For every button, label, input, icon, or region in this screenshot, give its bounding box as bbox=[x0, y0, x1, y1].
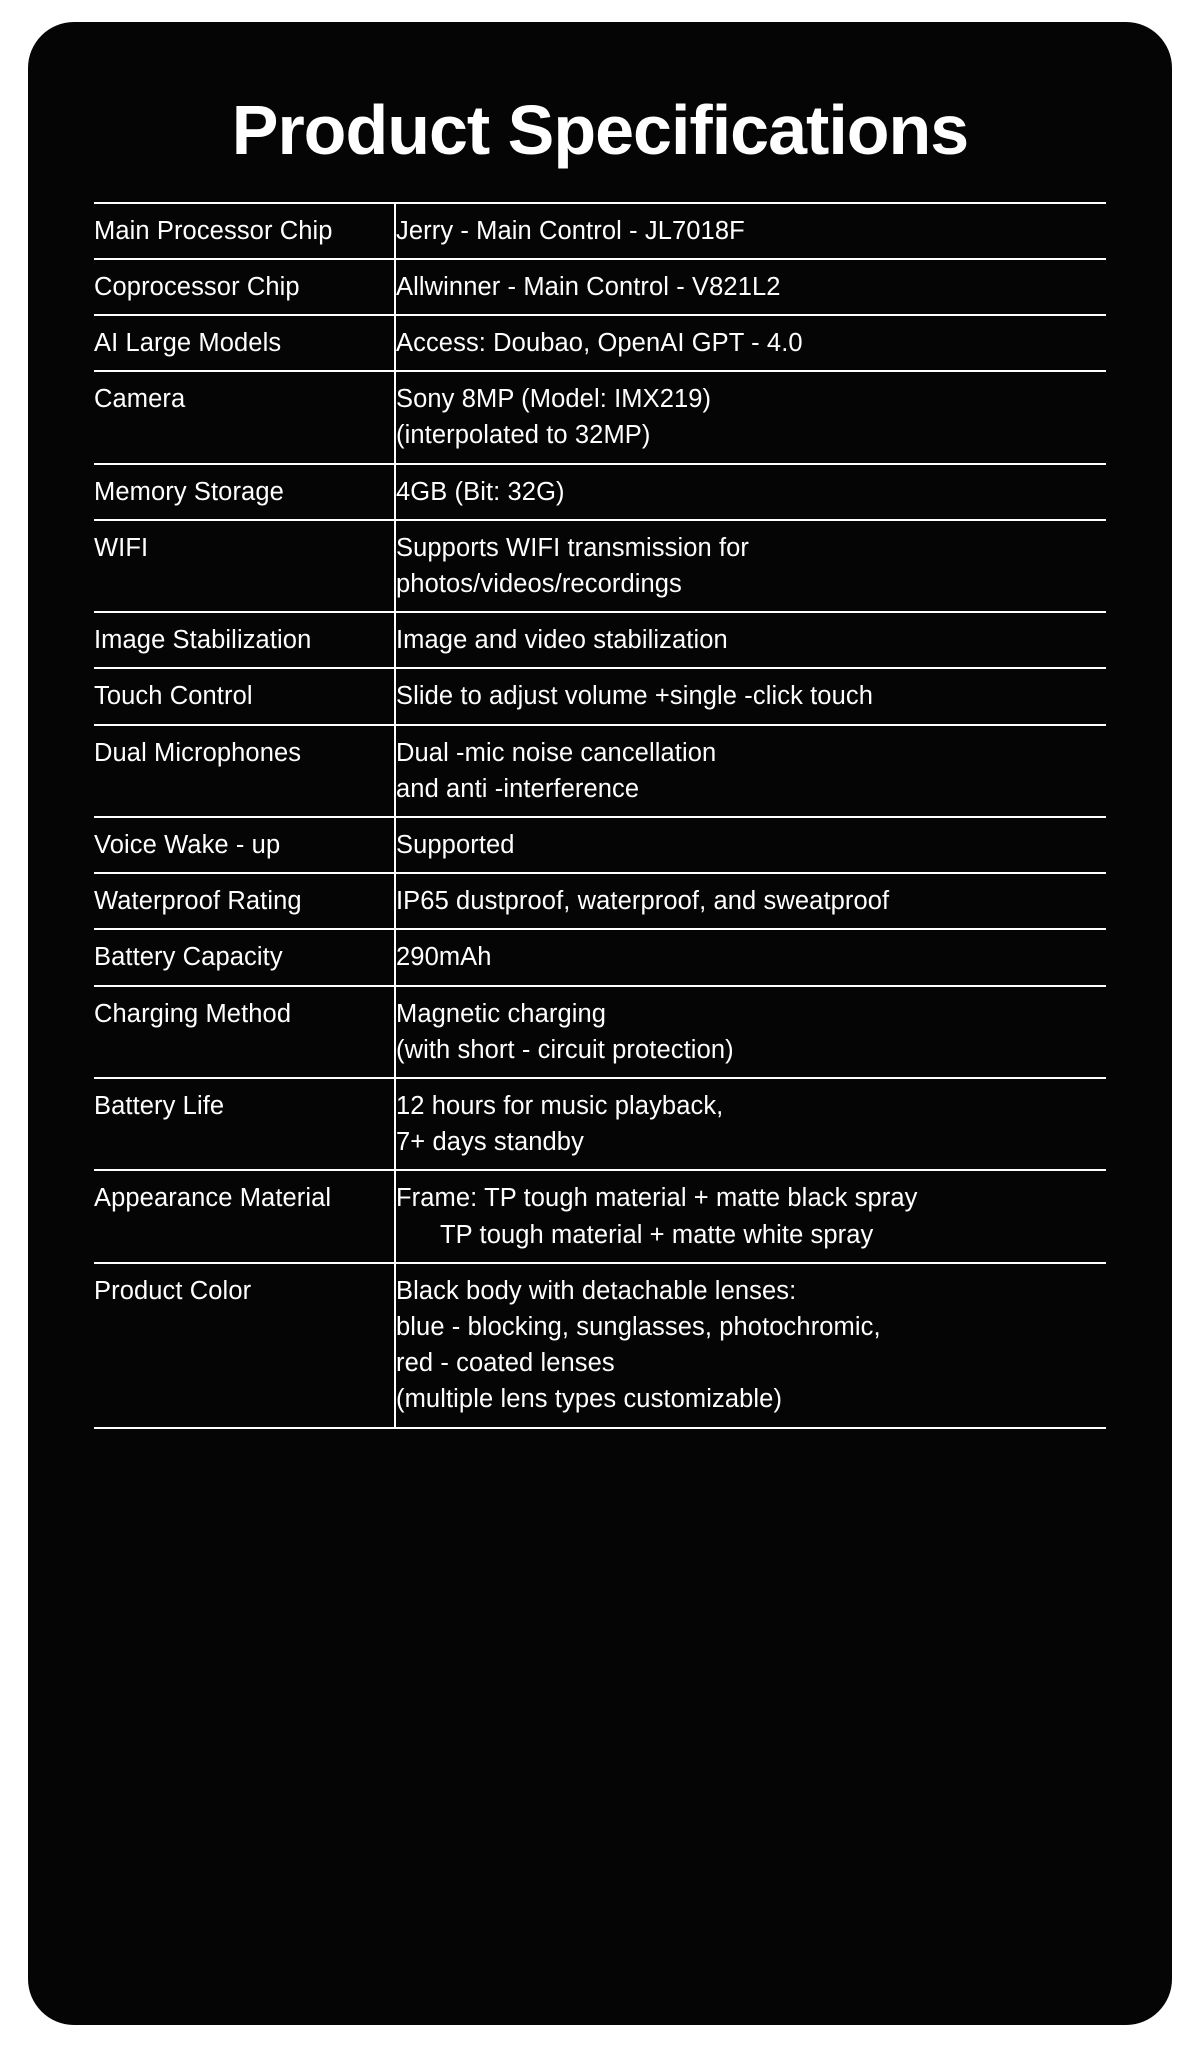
spec-value bbox=[395, 817, 1106, 873]
table-row bbox=[94, 668, 1106, 724]
spec-value-line: Jerry - Main Control - JL7018F bbox=[396, 216, 745, 245]
spec-value-line: Black body with detachable lenses: bbox=[396, 1276, 797, 1305]
table-row bbox=[94, 520, 1106, 612]
table-row bbox=[94, 986, 1106, 1078]
spec-value-line: IP65 dustproof, waterproof, and sweatproof bbox=[396, 887, 890, 916]
spec-label: Voice Wake - up bbox=[94, 817, 395, 873]
spec-value-line: red - coated lenses bbox=[396, 1349, 615, 1378]
spec-value bbox=[395, 1263, 1106, 1428]
spec-value bbox=[395, 986, 1106, 1078]
table-row bbox=[94, 612, 1106, 668]
table-row bbox=[94, 1170, 1106, 1262]
spec-value-line: Frame: TP tough material + matte black spray bbox=[396, 1184, 918, 1213]
table-row bbox=[94, 315, 1106, 371]
spec-value-line: Allwinner - Main Control - V821L2 bbox=[396, 272, 781, 301]
spec-value-line: (interpolated to 32MP) bbox=[396, 421, 651, 450]
spec-value bbox=[395, 1078, 1106, 1170]
spec-value-line: 12 hours for music playback, bbox=[396, 1091, 724, 1120]
spec-value bbox=[395, 612, 1106, 668]
spec-label: Battery Life bbox=[94, 1078, 395, 1170]
spec-value-line: Dual -mic noise cancellation bbox=[396, 738, 717, 767]
spec-value-line: Slide to adjust volume +single -click touch bbox=[396, 682, 873, 711]
table-row bbox=[94, 259, 1106, 315]
table-row bbox=[94, 817, 1106, 873]
page-title: Product Specifications bbox=[231, 91, 969, 169]
spec-value bbox=[395, 371, 1106, 463]
spec-label: WIFI bbox=[94, 520, 395, 612]
spec-value-line: Supports WIFI transmission for bbox=[396, 533, 750, 562]
spec-value bbox=[395, 725, 1106, 817]
spec-value-line: 7+ days standby bbox=[396, 1128, 584, 1157]
spec-label: Appearance Material bbox=[94, 1170, 395, 1262]
spec-label: Charging Method bbox=[94, 986, 395, 1078]
table-row bbox=[94, 873, 1106, 929]
spec-label: Waterproof Rating bbox=[94, 873, 395, 929]
spec-value-line: Magnetic charging bbox=[396, 999, 607, 1028]
spec-card bbox=[28, 22, 1172, 2025]
spec-value-line: Access: Doubao, OpenAI GPT - 4.0 bbox=[396, 328, 803, 357]
spec-value bbox=[395, 668, 1106, 724]
specifications-table bbox=[94, 202, 1106, 1429]
spec-value-line: Image and video stabilization bbox=[396, 626, 728, 655]
spec-label: Camera bbox=[94, 371, 395, 463]
spec-label: Product Color bbox=[94, 1263, 395, 1428]
table-row bbox=[94, 725, 1106, 817]
spec-value-line: (multiple lens types customizable) bbox=[396, 1385, 783, 1414]
table-row bbox=[94, 464, 1106, 520]
spec-value bbox=[395, 520, 1106, 612]
spec-label: Main Processor Chip bbox=[94, 203, 395, 259]
spec-value bbox=[395, 464, 1106, 520]
spec-value bbox=[395, 315, 1106, 371]
spec-value-line: and anti -interference bbox=[396, 774, 640, 803]
spec-value-line: 4GB (Bit: 32G) bbox=[396, 477, 565, 506]
spec-value-line: Supported bbox=[396, 830, 515, 859]
spec-value-line: TP tough material + matte white spray bbox=[440, 1220, 874, 1249]
spec-value bbox=[395, 259, 1106, 315]
spec-value bbox=[395, 203, 1106, 259]
specifications-table-body bbox=[94, 203, 1106, 1428]
spec-label: Battery Capacity bbox=[94, 929, 395, 985]
table-row bbox=[94, 371, 1106, 463]
spec-label: Memory Storage bbox=[94, 464, 395, 520]
spec-label: Dual Microphones bbox=[94, 725, 395, 817]
spec-value-line: photos/videos/recordings bbox=[396, 569, 682, 598]
spec-value-line: (with short - circuit protection) bbox=[396, 1035, 734, 1064]
spec-value-line: Sony 8MP (Model: IMX219) bbox=[396, 385, 712, 414]
spec-value bbox=[395, 873, 1106, 929]
table-row bbox=[94, 1078, 1106, 1170]
table-row bbox=[94, 1263, 1106, 1428]
spec-value-line: blue - blocking, sunglasses, photochromic, bbox=[396, 1312, 881, 1341]
spec-label: AI Large Models bbox=[94, 315, 395, 371]
spec-label: Image Stabilization bbox=[94, 612, 395, 668]
table-row bbox=[94, 929, 1106, 985]
spec-value-line: 290mAh bbox=[396, 943, 492, 972]
spec-label: Coprocessor Chip bbox=[94, 259, 395, 315]
spec-value bbox=[395, 929, 1106, 985]
spec-value bbox=[395, 1170, 1106, 1262]
spec-label: Touch Control bbox=[94, 668, 395, 724]
table-row bbox=[94, 203, 1106, 259]
